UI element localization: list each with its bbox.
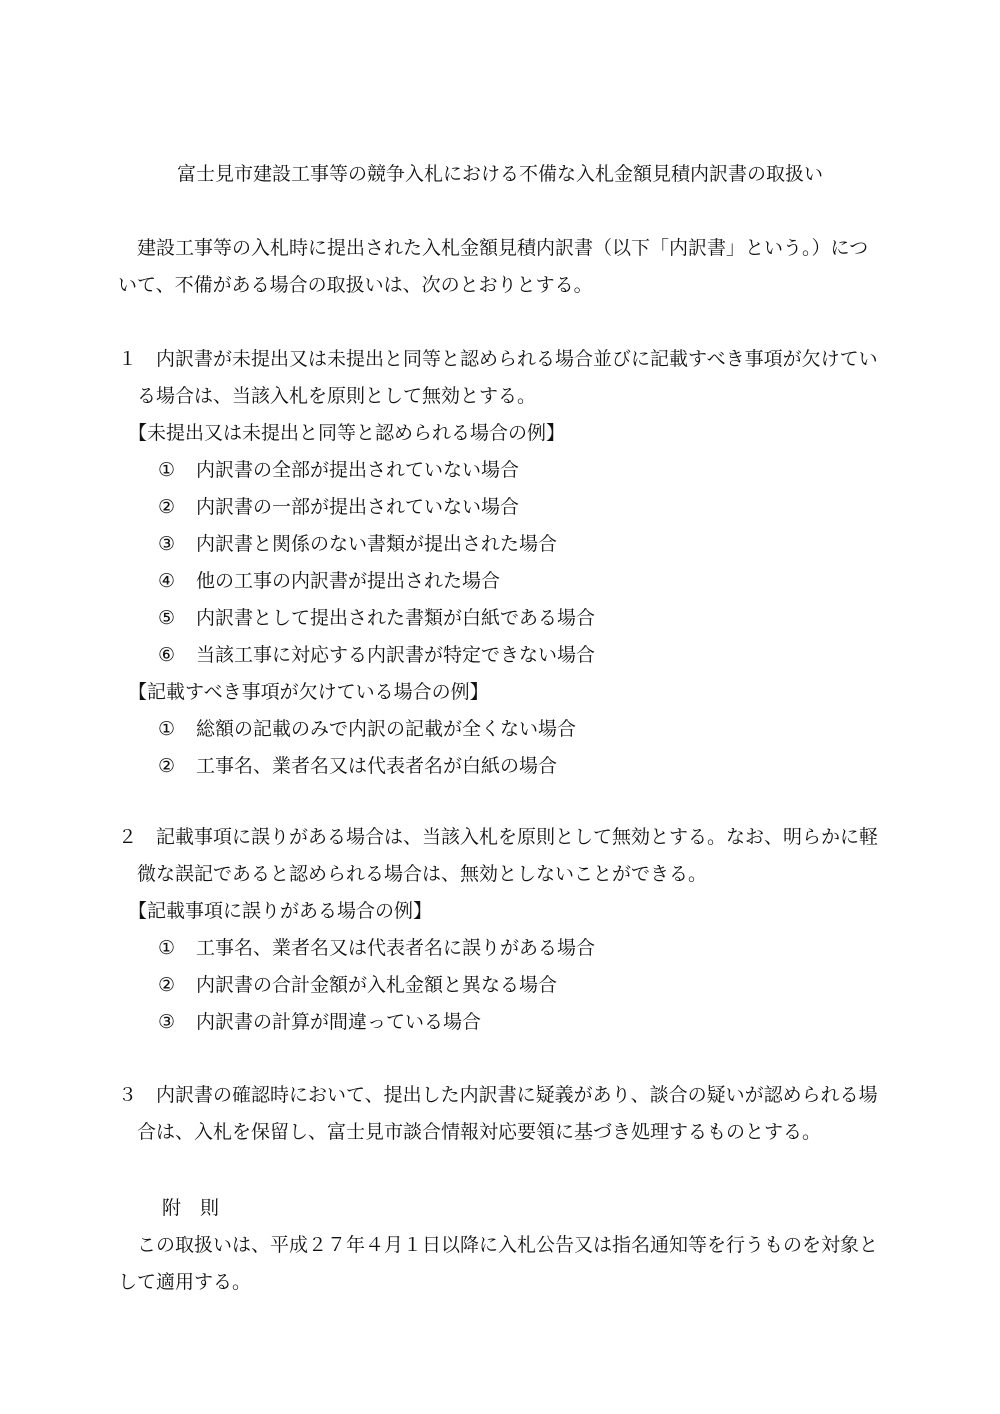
section-2-paragraph — [118, 819, 878, 893]
list-item — [118, 489, 878, 526]
item-number: ⑤ — [158, 607, 176, 629]
item-text: 内訳書の一部が提出されていない場合 — [196, 496, 520, 518]
section-3-number: ３ — [118, 1084, 138, 1106]
list-item — [118, 748, 878, 785]
section-2-number: ２ — [118, 826, 138, 848]
item-number: ① — [158, 718, 176, 740]
list-item — [118, 711, 878, 748]
item-number: ⑥ — [158, 644, 176, 666]
item-text: 内訳書の計算が間違っている場合 — [196, 1011, 482, 1033]
list-item — [118, 637, 878, 674]
list-item — [118, 600, 878, 637]
item-text: 総額の記載のみで内訳の記載が全くない場合 — [196, 718, 577, 740]
section-2-text: 記載事項に誤りがある場合は、当該入札を原則として無効とする。なお、明らかに軽微な誤記であると認められる場合は、無効としないことができる。 — [137, 826, 879, 885]
list-item — [118, 1004, 878, 1041]
supplementary-paragraph: この取扱いは、平成２７年４月１日以降に入札公告又は指名通知等を行うものを対象として適用する。 — [118, 1234, 879, 1293]
item-number: ② — [158, 974, 176, 996]
item-text: 他の工事の内訳書が提出された場合 — [196, 570, 501, 592]
section-1-group-1-heading: 【未提出又は未提出と同等と認められる場合の例】 — [128, 422, 566, 444]
list-item — [118, 967, 878, 1004]
section-2 — [118, 819, 878, 1041]
item-text: 当該工事に対応する内訳書が特定できない場合 — [196, 644, 596, 666]
list-item — [118, 452, 878, 489]
item-number: ① — [158, 937, 176, 959]
section-2-group-1-heading: 【記載事項に誤りがある場合の例】 — [128, 900, 433, 922]
item-text: 内訳書と関係のない書類が提出された場合 — [196, 533, 558, 555]
item-text: 工事名、業者名又は代表者名に誤りがある場合 — [196, 937, 596, 959]
list-item — [118, 526, 878, 563]
item-text: 内訳書の全部が提出されていない場合 — [196, 459, 520, 481]
item-number: ③ — [158, 1011, 176, 1033]
section-1-number: １ — [118, 348, 138, 370]
section-3 — [118, 1077, 878, 1151]
item-number: ④ — [158, 570, 176, 592]
section-1-paragraph — [118, 341, 878, 415]
supplementary-heading: 附 則 — [162, 1197, 220, 1219]
item-number: ③ — [158, 533, 176, 555]
page-title: 富士見市建設工事等の競争入札における不備な入札金額見積内訳書の取扱い — [176, 163, 823, 185]
item-number: ② — [158, 755, 176, 777]
list-item — [118, 930, 878, 967]
section-1-text: 内訳書が未提出又は未提出と同等と認められる場合並びに記載すべき事項が欠けている場合は、当該入札を原則として無効とする。 — [137, 348, 878, 407]
list-item — [118, 563, 878, 600]
section-3-text: 内訳書の確認時において、提出した内訳書に疑義があり、談合の疑いが認められる場合は、入札を保留し、富士見市談合情報対応要領に基づき処理するものとする。 — [137, 1084, 878, 1143]
section-1 — [118, 341, 878, 785]
item-text: 内訳書として提出された書類が白紙である場合 — [196, 607, 596, 629]
item-text: 内訳書の合計金額が入札金額と異なる場合 — [196, 974, 558, 996]
item-number: ① — [158, 459, 176, 481]
item-text: 工事名、業者名又は代表者名が白紙の場合 — [196, 755, 558, 777]
intro-paragraph: 建設工事等の入札時に提出された入札金額見積内訳書（以下「内訳書」という。）について、不備がある場合の取扱いは、次のとおりとする。 — [118, 237, 869, 296]
section-1-group-2-heading: 【記載すべき事項が欠けている場合の例】 — [128, 681, 489, 703]
item-number: ② — [158, 496, 176, 518]
section-3-paragraph — [118, 1077, 878, 1151]
